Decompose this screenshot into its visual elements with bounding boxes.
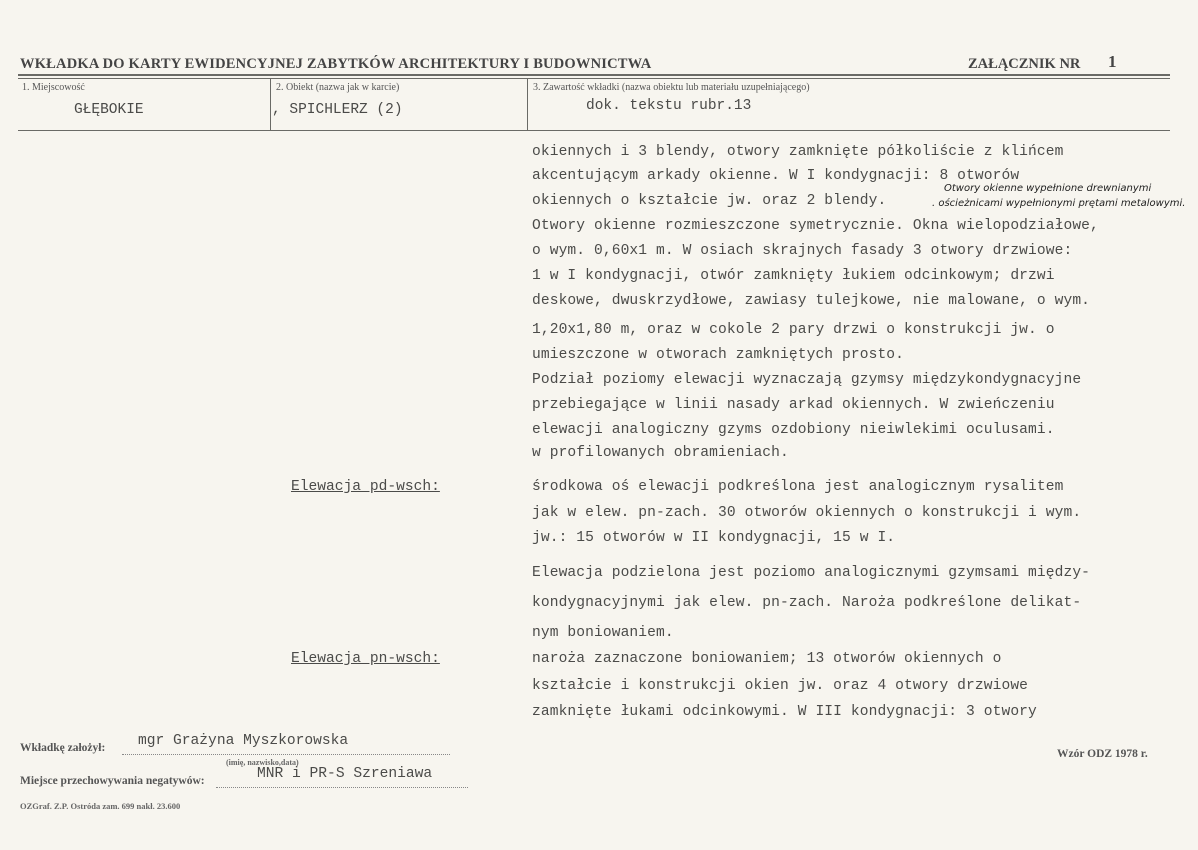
header-rule-top <box>18 74 1170 76</box>
body-line-3: okiennych o kształcie jw. oraz 2 blendy. <box>532 193 887 209</box>
header-divider-2 <box>527 78 528 130</box>
annex-label: ZAŁĄCZNIK NR <box>968 56 1081 72</box>
content-label: 3. Zawartość wkładki (nazwa obiektu lub materiału uzupełniającego) <box>533 82 810 93</box>
body-line-22: zamknięte łukami odcinkowymi. W III kondygnacji: 3 otwory <box>532 704 1037 720</box>
handwritten-note-2: . ościeżnicami wypełnionymi prętami metalowymi. <box>932 198 1186 209</box>
section-label-pd-wsch: Elewacja pd-wsch: <box>291 479 440 495</box>
handwritten-note-1: Otwory okienne wypełnione drewnianymi <box>944 183 1152 194</box>
storage-value: MNR i PR-S Szreniawa <box>257 766 433 782</box>
locality-value: GŁĘBOKIE <box>74 102 144 118</box>
form-title: WKŁADKA DO KARTY EWIDENCYJNEJ ZABYTKÓW ARCHITEKTURY I BUDOWNICTWA <box>20 56 652 72</box>
body-line-1: okiennych i 3 blendy, otwory zamknięte półkoliście z klińcem <box>532 144 1064 160</box>
body-line-11: przebiegające w linii nasady arkad okiennych. W zwieńczeniu <box>532 397 1055 413</box>
body-line-17: Elewacja podzielona jest poziomo analogicznymi gzymsami między- <box>532 565 1091 581</box>
founder-caption: (imię, nazwisko,data) <box>226 758 299 767</box>
body-line-16: jw.: 15 otworów w II kondygnacji, 15 w I. <box>532 530 896 546</box>
object-label: 2. Obiekt (nazwa jak w karcie) <box>276 82 400 93</box>
annex-number: 1 <box>1108 52 1117 71</box>
printer-imprint: OZGraf. Z.P. Ostróda zam. 699 nakł. 23.600 <box>20 801 181 811</box>
body-line-21: kształcie i konstrukcji okien jw. oraz 4 otwory drzwiowe <box>532 678 1029 694</box>
body-line-18: kondygnacyjnymi jak elew. pn-zach. Naroża podkreślone delikat- <box>532 595 1082 611</box>
founder-value: mgr Grażyna Myszkorowska <box>138 733 349 749</box>
header-divider-1 <box>270 78 271 130</box>
body-line-10: Podział poziomy elewacji wyznaczają gzymsy międzykondygnacyjne <box>532 372 1082 388</box>
founder-dotted-line <box>122 754 450 755</box>
object-value: , SPICHLERZ (2) <box>272 102 403 118</box>
body-line-20: naroża zaznaczone boniowaniem; 13 otworów okiennych o <box>532 651 1002 667</box>
body-line-15: jak w elew. pn-zach. 30 otworów okiennych o konstrukcji i wym. <box>532 505 1082 521</box>
content-value: dok. tekstu rubr.13 <box>586 98 752 114</box>
header-rule-bottom <box>18 130 1170 131</box>
body-line-14: środkowa oś elewacji podkreślona jest analogicznym rysalitem <box>532 479 1064 495</box>
founder-label: Wkładkę założył: <box>20 742 106 754</box>
body-line-5: o wym. 0,60x1 m. W osiach skrajnych fasady 3 otwory drzwiowe: <box>532 243 1073 259</box>
body-line-4: Otwory okienne rozmieszczone symetrycznie. Okna wielopodziałowe, <box>532 218 1099 234</box>
body-line-8: 1,20x1,80 m, oraz w cokole 2 pary drzwi o konstrukcji jw. o <box>532 322 1055 338</box>
header-rule-thin <box>18 78 1170 79</box>
form-mark: Wzór ODZ 1978 r. <box>1057 748 1148 760</box>
body-line-7: deskowe, dwuskrzydłowe, zawiasy tulejkowe, nie malowane, o wym. <box>532 293 1091 309</box>
body-line-12: elewacji analogiczny gzyms ozdobiony nieiwlekimi oculusami. <box>532 422 1055 438</box>
section-label-pn-wsch: Elewacja pn-wsch: <box>291 651 440 667</box>
body-line-9: umieszczone w otworach zamkniętych prosto. <box>532 347 905 363</box>
body-line-6: 1 w I kondygnacji, otwór zamknięty łukiem odcinkowym; drzwi <box>532 268 1055 284</box>
body-line-2: akcentującym arkady okienne. W I kondygnacji: 8 otworów <box>532 168 1020 184</box>
storage-label: Miejsce przechowywania negatywów: <box>20 775 205 787</box>
body-line-13: w profilowanych obramieniach. <box>532 445 789 461</box>
body-line-19: nym boniowaniem. <box>532 625 674 641</box>
storage-dotted-line <box>216 787 468 788</box>
locality-label: 1. Miejscowość <box>22 82 85 93</box>
